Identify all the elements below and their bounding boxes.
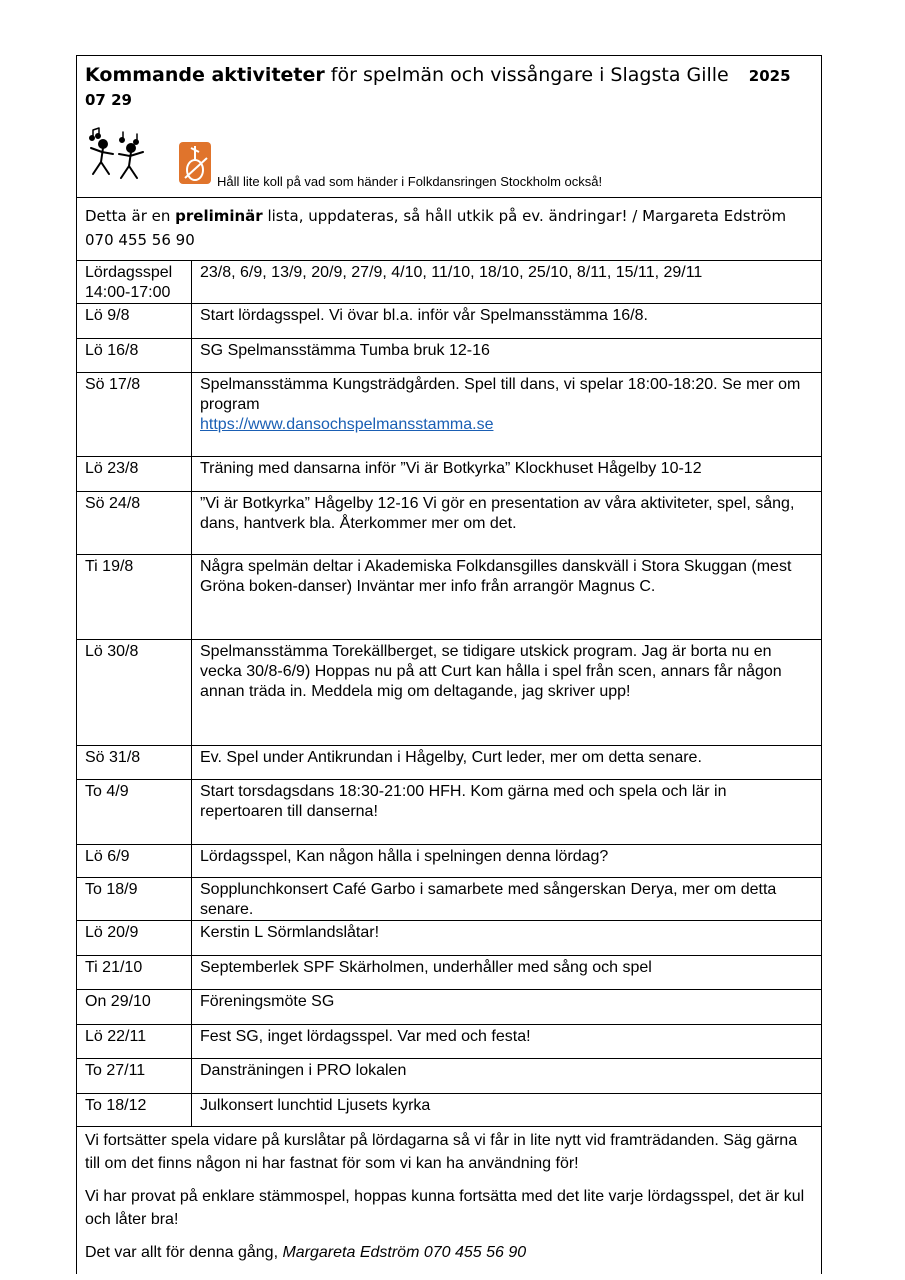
row-text: Dansträningen i PRO lokalen [192, 1059, 822, 1094]
row-text: Ev. Spel under Antikrundan i Hågelby, Curt leder, mer om detta senare. [192, 746, 822, 780]
fiddle-logo-icon [177, 138, 213, 186]
table-row [77, 1094, 821, 1127]
footer-paragraph-2: Vi har provat på enklare stämmospel, hoppas kunna fortsätta med det lite varje lördagsspel, det är kul och låter bra! [85, 1188, 805, 1228]
row-date: Lö 6/9 [77, 845, 192, 878]
row-date: Lö 20/9 [77, 921, 192, 956]
header [77, 56, 821, 198]
row-date: To 4/9 [77, 780, 192, 845]
row-date: Lö 30/8 [77, 640, 192, 746]
document [76, 55, 822, 1274]
row-text-cell [192, 373, 822, 457]
table-row [77, 1059, 821, 1094]
table-row [77, 921, 821, 956]
row-date: To 18/9 [77, 878, 192, 921]
row-text: Spelmansstämma Kungsträdgården. Spel till dans, vi spelar 18:00-18:20. Se mer om program [200, 376, 801, 413]
date-year: 2025 [748, 67, 791, 85]
table-row [77, 746, 821, 780]
preliminary-notice [77, 198, 821, 261]
table-row [77, 492, 821, 555]
row-date: On 29/10 [77, 990, 192, 1025]
table-row [77, 304, 821, 339]
row-date: Sö 24/8 [77, 492, 192, 555]
footer [77, 1127, 821, 1264]
row-text: Kerstin L Sörmlandslåtar! [192, 921, 822, 956]
table-row [77, 555, 821, 640]
row-text: Föreningsmöte SG [192, 990, 822, 1025]
table-row [77, 845, 821, 878]
row-text: Spelmansstämma Torekällberget, se tidigare utskick program. Jag är borta nu en vecka 30/8-6/9) Hoppas nu på att Curt kan hålla i spel från scen, annars får någon annan träda in. Meddela mig om deltagande, jag skriver upp! [192, 640, 822, 746]
row-date: Lö 22/11 [77, 1025, 192, 1059]
row-date: To 27/11 [77, 1059, 192, 1094]
row-date: Sö 17/8 [77, 373, 192, 457]
row-text: Julkonsert lunchtid Ljusets kyrka [192, 1094, 822, 1127]
folkdansringen-note: Håll lite koll på vad som händer i Folkdansringen Stockholm också! [217, 174, 603, 189]
row-text: Start lördagsspel. Vi övar bl.a. inför vår Spelmansstämma 16/8. [192, 304, 822, 339]
table-row [77, 1025, 821, 1059]
row-date: Ti 21/10 [77, 956, 192, 990]
row-text: SG Spelmansstämma Tumba bruk 12-16 [192, 339, 822, 373]
row-text: Lördagsspel, Kan någon hålla i spelningen denna lördag? [192, 845, 822, 878]
row-text: Träning med dansarna inför ”Vi är Botkyrka” Klockhuset Hågelby 10-12 [192, 457, 822, 492]
table-row [77, 878, 821, 921]
footer-signature [85, 1241, 813, 1264]
row-date: Lö 16/8 [77, 339, 192, 373]
row-date: Sö 31/8 [77, 746, 192, 780]
row-text: Några spelmän deltar i Akademiska Folkdansgilles danskväll i Stora Skuggan (mest Gröna boken-danser) Inväntar mer info från arrangör Magnus C. [192, 555, 822, 640]
row-text: 23/8, 6/9, 13/9, 20/9, 27/9, 4/10, 11/10, 18/10, 25/10, 8/11, 15/11, 29/11 [192, 261, 822, 304]
row-date: Lö 9/8 [77, 304, 192, 339]
table-row [77, 780, 821, 845]
title-bold: Kommande aktiviteter [85, 64, 325, 86]
row-date: Lördagsspel 14:00-17:00 [77, 261, 192, 304]
row-text: Fest SG, inget lördagsspel. Var med och festa! [192, 1025, 822, 1059]
notice-part1: Detta är en [85, 207, 176, 225]
table-row [77, 990, 821, 1025]
table-row [77, 640, 821, 746]
schedule-table [77, 261, 821, 1127]
page-title [85, 60, 813, 109]
dancers-icon [85, 124, 155, 188]
row-date: To 18/12 [77, 1094, 192, 1127]
row-date: Lö 23/8 [77, 457, 192, 492]
row-text: ”Vi är Botkyrka” Hågelby 12-16 Vi gör en presentation av våra aktiviteter, spel, sång, dans, hantverk bla. Återkommer mer om det. [192, 492, 822, 555]
signature-name: Margareta Edström 070 455 56 90 [282, 1244, 527, 1261]
title-rest: för spelmän och vissångare i Slagsta Gille [330, 64, 729, 86]
footer-paragraph-1: Vi fortsätter spela vidare på kurslåtar på lördagarna så vi får in lite nytt vid framträdanden. Säg gärna till om det finns någon ni har fastnat för som vi kan ha användning för! [85, 1132, 798, 1172]
row-text: Sopplunchkonsert Café Garbo i samarbete med sångerskan Derya, mer om detta senare. [192, 878, 822, 921]
table-row [77, 457, 821, 492]
notice-bold: preliminär [175, 207, 263, 225]
date-rest: 07 29 [85, 91, 132, 109]
table-row [77, 261, 821, 304]
row-text: Septemberlek SPF Skärholmen, underhåller med sång och spel [192, 956, 822, 990]
notice-part2: lista, uppdateras, så håll utkik på ev. ändringar! / Margareta Edström 070 455 56 90 [85, 207, 787, 249]
row-date: Ti 19/8 [77, 555, 192, 640]
table-row [77, 956, 821, 990]
table-row [77, 339, 821, 373]
signature-plain: Det var allt för denna gång, [85, 1244, 283, 1261]
stamma-link[interactable]: https://www.dansochspelmansstamma.se [200, 416, 494, 433]
table-row [77, 373, 821, 457]
row-text: Start torsdagsdans 18:30-21:00 HFH. Kom gärna med och spela och lär in repertoaren till danserna! [192, 780, 822, 845]
